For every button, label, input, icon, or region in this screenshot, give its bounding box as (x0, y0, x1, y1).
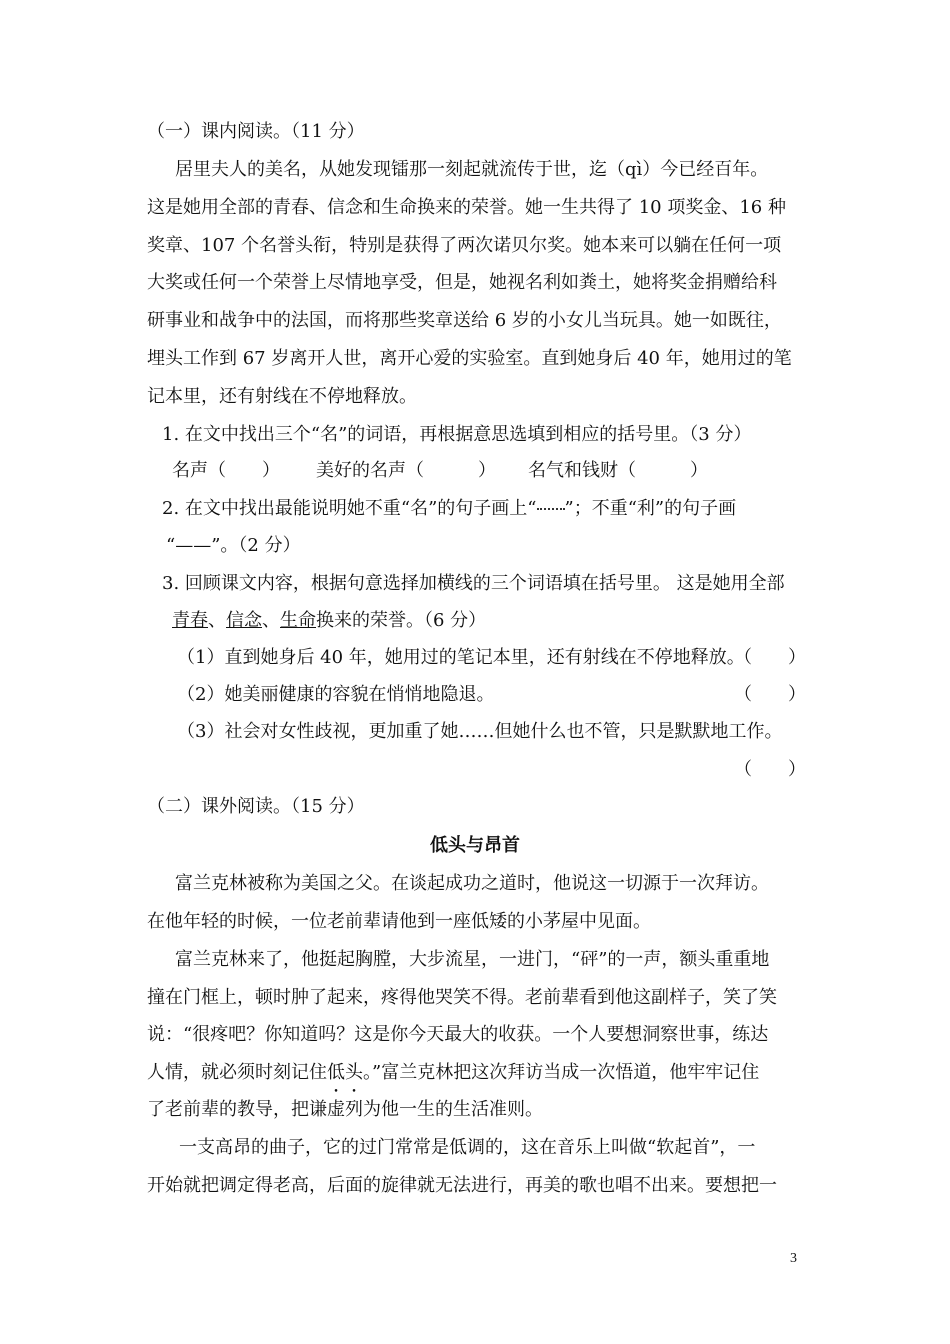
section2-heading: （二）课外阅读。（15 分） (147, 796, 365, 817)
passage2-line: 了老前辈的教导，把谦虚列为他一生的生活准则。 (147, 1099, 543, 1120)
passage2-line: 富兰克林来了，他挺起胸膛，大步流星，一进门，“砰”的一声，额头重重地 (175, 949, 770, 970)
separator: 、 (208, 610, 226, 631)
q2-text-a: 2. 在文中找出最能说明她不重“名”的句子画上“ (162, 498, 537, 519)
passage2-line: 在他年轻的时候，一位老前辈请他到一座低矮的小茅屋中见面。 (147, 911, 651, 932)
q1-blank-fame[interactable]: 名声（ ） (172, 460, 280, 481)
section1-heading: （一）课内阅读。（11 分） (147, 121, 365, 142)
q3-underlined-words (172, 609, 486, 633)
passage2-line: 开始就把调定得老高，后面的旋律就无法进行，再美的歌也唱不出来。要想把一 (147, 1175, 777, 1196)
q3-item-2: （2）她美丽健康的容貌在悄悄地隐退。 (177, 684, 495, 705)
passage1-line: 埋头工作到 67 岁离开人世，离开心爱的实验室。直到她身后 40 年，她用过的笔 (147, 348, 792, 369)
question-3: 3. 回顾课文内容，根据句意选择加横线的三个词语填在括号里。 这是她用全部 (162, 573, 785, 594)
dotted-char-head: 头 (345, 1062, 363, 1083)
line6-pre: 人情，就必须时刻记住 (147, 1062, 327, 1083)
passage1-line: 奖章、107 个名誉头衔，特别是获得了两次诺贝尔奖。她本来可以躺在任何一项 (147, 235, 782, 256)
passage1-line: 记本里，还有射线在不停地释放。 (147, 386, 417, 407)
question-2 (162, 497, 736, 521)
q2-text-c: “——”。（2 分） (166, 535, 301, 556)
question-1: 1. 在文中找出三个“名”的词语，再根据意思选填到相应的括号里。（3 分） (162, 424, 752, 445)
q3-item-1: （1）直到她身后 40 年，她用过的笔记本里，还有射线在不停地释放。 (177, 647, 745, 668)
passage2-line: 一支高昂的曲子，它的过门常常是低调的，这在音乐上叫做“软起首”，一 (179, 1137, 756, 1158)
separator: 、 (262, 610, 280, 631)
line6-end: 。 (363, 1062, 372, 1083)
passage1-line: 这是她用全部的青春、信念和生命换来的荣誉。她一生共得了 10 项奖金、16 种 (147, 197, 786, 218)
q3-item-3: （3）社会对女性歧视，更加重了她……但她什么也不管，只是默默地工作。 (177, 721, 783, 742)
q1-blank-fame-wealth[interactable]: 名气和钱财（ ） (528, 460, 708, 481)
page-number: 3 (790, 1251, 797, 1266)
passage2-line (147, 1061, 759, 1085)
wavy-line-mark (537, 508, 565, 510)
passage1-line: 大奖或任何一个荣誉上尽情地享受，但是，她视名利如粪土，她将奖金捐赠给科 (147, 272, 777, 293)
q3-rest: 换来的荣誉。（6 分） (316, 610, 487, 631)
q3-answer-3[interactable]: （ ） (734, 759, 806, 780)
passage2-line: 富兰克林被称为美国之父。在谈起成功之道时，他说这一切源于一次拜访。 (175, 873, 769, 894)
q3-answer-2[interactable]: （ ） (734, 684, 806, 705)
passage1-line: 居里夫人的美名，从她发现镭那一刻起就流传于世，迄（qì）今已经百年。 (175, 159, 769, 180)
q3-answer-1[interactable]: （ ） (734, 647, 806, 668)
line6-post: ”富兰克林把这次拜访当成一次悟道，他牢牢记住 (372, 1062, 760, 1083)
underlined-word-belief: 信念 (226, 610, 262, 631)
underlined-word-life: 生命 (280, 610, 316, 631)
q1-blank-good-name[interactable]: 美好的名声（ ） (316, 460, 496, 481)
q2-text-b: ”；不重“利”的句子画 (564, 498, 737, 519)
passage1-line: 研事业和战争中的法国，而将那些奖章送给 6 岁的小女儿当玩具。她一如既往， (147, 310, 782, 331)
article-title: 低头与昂首 (430, 835, 520, 856)
dotted-char-low: 低 (327, 1062, 345, 1083)
passage2-line: 撞在门框上，顿时肿了起来，疼得他哭笑不得。老前辈看到他这副样子，笑了笑 (147, 987, 777, 1008)
underlined-word-youth: 青春 (172, 610, 208, 631)
passage2-line: 说：“很疼吧？你知道吗？这是你今天最大的收获。一个人要想洞察世事，练达 (147, 1024, 769, 1045)
